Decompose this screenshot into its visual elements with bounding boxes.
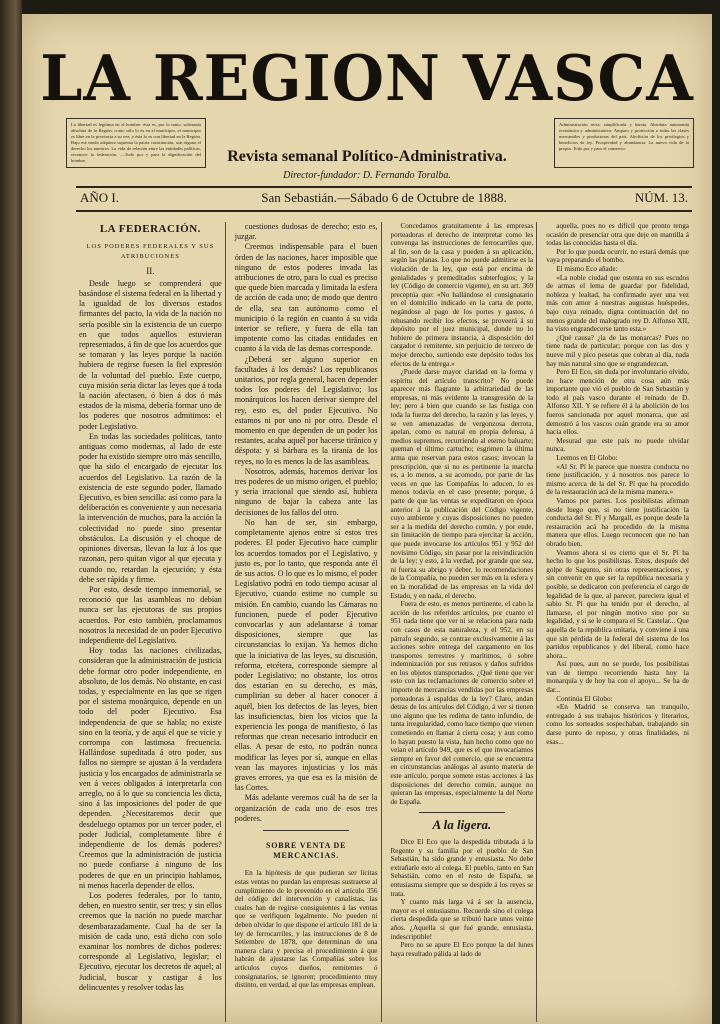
paragraph: «Al Sr. Pí le parece que nuestra conducta no tiene justificación, y á nosotros nos parece lo mismo acerca de la del Sr. Pí que ha procedido de la restauración acá de la misma manera.» xyxy=(546,462,689,497)
paragraph: Mesurad que este país no puede olvidar nunca. xyxy=(546,436,689,454)
masthead-title: LA REGION VASCA xyxy=(40,42,694,116)
paragraph: Pero El Eco, sin duda por involuntario olvido, no hace mención de otra cosa aún más importante que vió el pueblo de San Sebastián y todo el país vasco durante el reinado de D. Alfonso XII. Y se refiere él á la abolición de los fueros sancionada por aquel monarca, que así demostró á los vascos cuán grande era su amor hacia ellos. xyxy=(546,368,689,437)
article-heading-mercancias: SOBRE VENTA DE MERCANCIAS. xyxy=(265,840,347,861)
paragraph: Hoy todas las naciones civilizadas, consideran que la administración de justicia debe formar otro poder independiente, en absoluto, de los demás. No obstante, en casi todas, y especialmente en las que se rigen por el sistema monárquico, depende en un todo del poder Ejecutivo. Esa independencia de que se habla; no existe sino en la teoría, y de aquí el que se vicie y corrompa con lastimosa frecuencia. Hallándose supeditada á otro poder, sus fallos no siempre se ajustan á la verdadera justicia y los encargados de administrarla se ven á veces obligados á interpretarla con arreglo, no á lo que su conciencia les dicta, sino á las imposiciones del poder de que dependen. ¿Necesitaremos decir que desdeluego optamos por un tercer poder, el poder Judicial, completamente libre é independiente de los demás poderes? Creemos que la administración de justicia no puede confiarse á ninguno de los poderes de que en un principio hablamos, ni menos hacerla depender de ellos. xyxy=(79,646,222,890)
article-heading-federacion: LA FEDERACIÓN. xyxy=(99,223,201,235)
paragraph: Veamos ahora si es cierto que el Sr. Pí ha hecho lo que los posibilistas. Estos, después del golpe de Sagunto, sin otras representaciones, y sin convenir en que ser la república necesaria y posible, se dedicaron con preferencia el cargo de legalidad de la que, al parecer, pareciera igual el sabio Sr. Pí que ha tenido por el derecho, al llamarse, el por ningún motivo sino por su legalidad, y si se le compara el Sr. Castelar... Que aquella de la república unitaria, y conviene á una que sin pérdida de la federal del sistema de los partidos republicanos y del liberal, como hace ahora... xyxy=(546,548,689,660)
paragraph: cuestiones dudosas de derecho; esto es, juzgar. xyxy=(234,222,378,242)
paragraph: Pero no se apure El Eco porque la del lunes haya resultado pálida al lado de xyxy=(390,941,534,958)
column-4 xyxy=(543,222,692,1022)
paragraph: ¿Qué causa? ¿la de las monarcas? Pues no tiene nada de particular; porque con las dos y nueve mil y pico pesetas que cobran al día, nada hay más natural sino que se engrandezcan. xyxy=(546,333,689,368)
masthead-subtitle: Revista semanal Político-Administrativa. xyxy=(227,148,507,165)
article-heading-ligera: A la ligera. xyxy=(432,817,492,833)
paragraph: Fuera de esto, es menos pertinente, el cabo la acción de los referidos artículos, por cuanto el 951 nada tiene que ver ni se relaciona para nada con casos de esta naturaleza, y el 952, en su párrafo segundo, se contrae exclusivamente á las acciones sobre entrega del cargamento en los transportes terrestres y marítimos, ó sobre indemnización por sus retrasos y daños sufridos en los objetos transportados. ¿Qué tiene que ver esto con las reclamaciones de comercio sobre el importe de mercancías vendidas por las empresas porteadoras á espaldas de la ley? Claro, andan detras de los artículos del Código, á ver si tienen uno alguno que les redima de tanto infundio, de tanta irregularidad, como hace tiempo que vienen cometiendo en llamar á cierta cosa; y aun como lo hayan puesto la vista, han hecho como que no veían el artículo 949, que es el que invocaríamos siempre en favor del comercio, que se encuentra en circunstancias análogas al asunto materia de este artículo, porque somete estas acciones á las disposiciones del derecho común, aunque no quieran las empresas, especialmente la del Norte de España. xyxy=(390,600,534,806)
paragraph: «En Madrid se conserva tan tranquilo, entregado á sus trabajos históricos y literarios, como los sorteados sospechaban, trabajando sin darse punto de reposo, y otras finalidades, ni esas... xyxy=(546,703,689,746)
column-1 xyxy=(76,222,226,1022)
paragraph: Leemos en El Globo: xyxy=(556,454,618,463)
section-number: II. xyxy=(146,265,155,276)
paragraph: Creemos indispensable para el buen órden de las naciones, hacer imposible que ninguno de estos poderes invada las atribuciones de otro, para lo cual es preciso que quede bien marcada y limitada la esfera de acción de cada uno; de modo que dentro de ella, sea tan autónomo como el municipio ó la región en cuanto á su vida interior se refiere, y fuera de ella tan impotente como las citadas entidades en cuanto á la vida de las demas corresponde. xyxy=(234,242,378,354)
article-subheading: LOS PODERES FEDERALES Y SUS ATRIBUCIONES xyxy=(86,243,215,261)
paragraph: Por lo que pueda ocurrir, no estará demás que vaya preparando el bombo. xyxy=(546,247,689,265)
paragraph: ¿Deberá ser alguno superior en facultades á los demás? Los republicanos unitarios, por regla general, hacen depender todos los poderes del Legislativo; los monárquicos los hacen derivar siempre del rey, esto es, del poder Ejecutivo. No estamos ni por uno ni por otro. Desde el momento en que dependen de un poder los restantes, acaba aquél por hacerse tiránico y déspota: y si bárbara es la tiranía de los reyes, no lo es menos la de las asambleas. xyxy=(234,354,378,466)
rule-top xyxy=(76,186,692,188)
divider xyxy=(419,812,505,813)
column-3 xyxy=(388,222,538,1022)
paragraph: Continúa El Globo: xyxy=(556,694,613,703)
paragraph: Nosotros, además, hacemos derivar los tres poderes de un mismo origen, el pueblo; y sería irracional que siendo así, hubiera ninguno de bajar la cabeza ante las decisiones de los fallos del otro. xyxy=(234,466,378,517)
paragraph: No han de ser, sin embargo, completamente ajenos entre sí estos tres poderes. El poder Ejecutivo hace cumplir los acuerdos tomados por el Legislativo, y justo es, por lo tanto, que responda ante él de sus actos. O lo que es lo mismo, el poder Legislativo podrá en todo tiempo acusar al Ejecutivo, cuando estime no cumple su misión. En cambio, cuando las Cámaras no funcionen, puede el poder Ejecutivo convocarlas y aun adelantarse á tomar disposiciones, siempre que las circunstancias lo exijan. Ya hemos dicho que la iniciativa de las leyes, su discusión, reforma, etcétera, corresponde siempre al poder Legislativo; no obstante, los otros dos estarían en su derecho, es más, cumplirían su deber al hacer conocer á aquél, bien los defectos de las leyes, bien las insuficiencias, bien los vicios que la experiencia les ponga de manifiesto, ó las reformas que crean necesario introducir en ellas. A pesar de esto, no podrán nunca modificar las leyes por sí, aunque en ellas vean las mayores injusticias y los más graves errores, ya que esa es la misión de las Cortes. xyxy=(234,517,378,793)
paragraph: Vamos por partes. Los posibilistas afirman desde luego que, si no tiene justificación la conducta del Sr. Pí y Margall, es porque desde la restauración acá ha procedido de la misma manera que ellos. Luego reconocen que no han obrado bien. xyxy=(546,497,689,548)
paragraph: Los poderes federales, por lo tanto, deben, en nuestro sentir, ser tres; y sin ellos creemos que la nación no puede marchar desembarazadamente. Cual ha de ser la misión de cada uno, está dicho con solo examinar los nombres de dichos poderes: corresponde al Legislativo, legislar; el Ejecutivo, ejecutar los decretos de aquel; al Judicial, buscar y castigar á los delincuentes y resolver todas las xyxy=(79,891,222,992)
paragraph: aquella, pues no es difícil que pronto tenga ocasión de presenciar otra que deje en mantilla á todas las conocidas hasta el día. xyxy=(546,222,689,248)
divider xyxy=(263,830,349,831)
paragraph: Desde luego se comprenderá que basándose el sistema federal en la libertad y la igualdad de los diversos estados firmantes del pacto, la vida de la nación no sería posible sin la existencia de un cuerpo en que todos aquellos estuvieran representados, á fin de que los acuerdos que se tomaran y las leyes porque la nación hubiera de regirse fuesen la fiel expresión de la voluntad del pueblo. Este cuerpo, cuya misión sería dictar las leyes que á toda la nación afectasen, ó bien á dos ó más estados de la misma, debería formar uno de los poderes que nosotros admitimos: el poder Legislativo. xyxy=(79,278,222,431)
binding-spine xyxy=(0,0,22,1024)
issue-year: AÑO I. xyxy=(80,190,119,205)
ear-left: La libertad es legítima en el hombre: ésta es, por lo tanto, soberanía absoluta de la Región, como sólo lo es en el municipio, el municipio es libre en la provincia a su vez, y ésta lo es con libertad en la Región. Bajo ese modo adquiere suprema la patria constitución, son órgano el derecho los nuestros. La vida de relación entre las entidades políticas, reconoce la federación. —Todo por y para la dignificación del hombre. xyxy=(66,118,206,168)
paragraph: Por esto, desde tiempo inmemorial, se reconoció que las asambleas no debían nunca ser las ejecutoras de sus propios acuerdos. Por esto también, proclamamos nosotros la necesidad de un poder Ejecutivo independiente del Legislativo. xyxy=(79,584,222,645)
paragraph: En la hipótesis de que pudieran ser lícitas estas ventas no puedan las empresas sustraerse al cumplimiento de lo prevenido en el artículo 356 del código del intervención y canalistas, las cuales han de regirse consiguientes á las ventas que se verifiquen legalmente. No pueden ni deben olvidar lo que dispone el artículo 181 de la ley de ferrocarriles, y las instrucciones de 8 de Setiembre de 1878, que determinan de una manera clara y precisa el procedimiento á que habrán de ajustarse las Compañías sobre los artículos cuyos dueños, remitentes ó consignatarios, se ignoren; procedimiento muy distinto, en verdad, al que las empresas emplean. xyxy=(234,869,378,990)
paragraph: «La noble ciudad que ostenta en sus escudos de armas el lema de guardar por fidelidad, nobleza y lealtad, ha confirmado ayer una vez más con amor á nuestras augustas huéspedes, bajo cuya reinado, digna continuación del no menos grande del malogrado rey D. Alfonso XII, ha visto engrandecerse tanto esta.» xyxy=(546,273,689,334)
paragraph: El mismo Eco añade: xyxy=(556,264,618,273)
masthead-director: Director-fundador: D. Fernando Toralba. xyxy=(283,170,451,181)
paragraph: Dice El Eco que la despedida tributada á la Regente y su familia por el pueblo de San Sebastián, ha sido grande y entusiasta. No debe extrañarle esto al colega. El pueblo, tanto en San Sebastián, como en el resto de España, se entusiasma siempre que se despide á los reyes se trata. xyxy=(390,837,534,898)
rule-bottom xyxy=(76,210,692,212)
paragraph: ¿Puede darse mayor claridad en la forma y espíritu del artículo transcrito? No puede aparecer más flagrante la arbitrariedad de las empresas, ni más evidente la transgresión de la ley; pero á bien que cuando se las fustiga con toda la fuerza del derecho, la razón y las leyes, y se ven amenazadas de vergonzosa derrota, apelan, como es natural en propia defensa, á medios supremos, recurriendo al eterno baluarte; queman el último cartucho; esgrimen la última arma que reservan para estos casos; invocan la prescripción, que si no es pertinente la marcha es, a lo menos, a su acomodo, por parte de las veces en que las Compañías lo aducen, lo es menos todavía en el caso presente; porque, á parte de que las ventas se expeditaron en época anterior á la publicación del Código vigente, cuyo ambiente y cuyas disposiciones no pueden ser a la medida del derecho común, y por ende, sin limitación de tiempo para ejercitar la acción, que puede invocarse los artículos 951 y 952 del novísimo Código, sin pasar por la reivindicación de la ley; y esto, á la verdad, por grande que sea, ni fuerza su abrigo y deber, lo recomendaciones de la Compañía, no pueden ser más en la esfera y en la moralidad de las empresas en la vida del Estado, y en nada, el derecho. xyxy=(390,368,534,600)
dateline xyxy=(80,190,688,210)
paragraph: En todas las sociedades políticas, tanto antiguas como modernas, al lado de este poder ha existido siempre otro más sencillo, que ha sido el encargado de ejecutar los acuerdos del Legislativo. La razón de la existencia de este segundo poder, llamado Ejecutivo, es bien sencilla: así como para la deliberación es conveniente y aun necesaria la intervención de muchos, para la acción la colectividad no puede sino presentar obstáculos. La discusión y el choque de opiniones diversas, llevan la luz á los que razonan, pero quitan vigor al que ejecuta y cuando no, retardan la ejecución; y ésta debe ser rápida y firme. xyxy=(79,431,222,584)
paragraph: Concedamos gratuitamente á las empresas porteadoras el derecho de interpretar como les convenga las instrucciones de ferrocarriles que, al fin, son de la casa y pueden á su aplicación, según las planas. Lo que no puede admitirse es la violación de la ley, que está por encima de genialidades y premeditados subterfugios; y la ley (Código de comercio vigente), en su art. 369 preceptúa que: «No hallándose el consignatario en el domicilio indicado en la carta de porte, negándose al pago de los portes y gastos, ó rehusando recibir los efectos, se proveerá á su depósito por el juez municipal, donde no lo hubiere de primera instancia, á disposición del cargador ó remitente, sin perjuicio de tercero de mejor derecho, surtiendo este depósito todos los efectos de la entrega.» xyxy=(390,222,534,368)
paragraph: Más adelante veremos cuál ha de ser la organización de cada uno de esos tres poderes. xyxy=(234,793,378,823)
paragraph: Y cuanto más larga vá á ser la ausencia, mayor es el entusiasmo. Recuerde sino el colega cierta despedida que se tributó hace unos veinte años. ¿Aquella si que fué grande, entusiasta, indescriptible! xyxy=(390,898,534,941)
newspaper-page xyxy=(22,14,712,1024)
article-columns xyxy=(76,222,692,1022)
column-2 xyxy=(232,222,382,1022)
paragraph: Así pues, aun no se puede, los posibilistas van de tiempo recorriendo hasta hoy la monarquía y de hoy ha con el apoyo... Se ha de dar... xyxy=(546,660,689,695)
issue-number: NÚM. 13. xyxy=(634,190,688,205)
ear-right: Administración recta, simplificada y barata. Absoluta autonomía económica y administrativa. Amparo y protección a todas las clases mercantiles y productoras del país. Abolición de los privilegios y beneficios de ley. Prosperidad y abundancia. La nueva vida de la propia. Todo por y para el comercio. xyxy=(554,118,694,168)
issue-date: San Sebastián.—Sábado 6 de Octubre de 1888. xyxy=(261,190,507,205)
